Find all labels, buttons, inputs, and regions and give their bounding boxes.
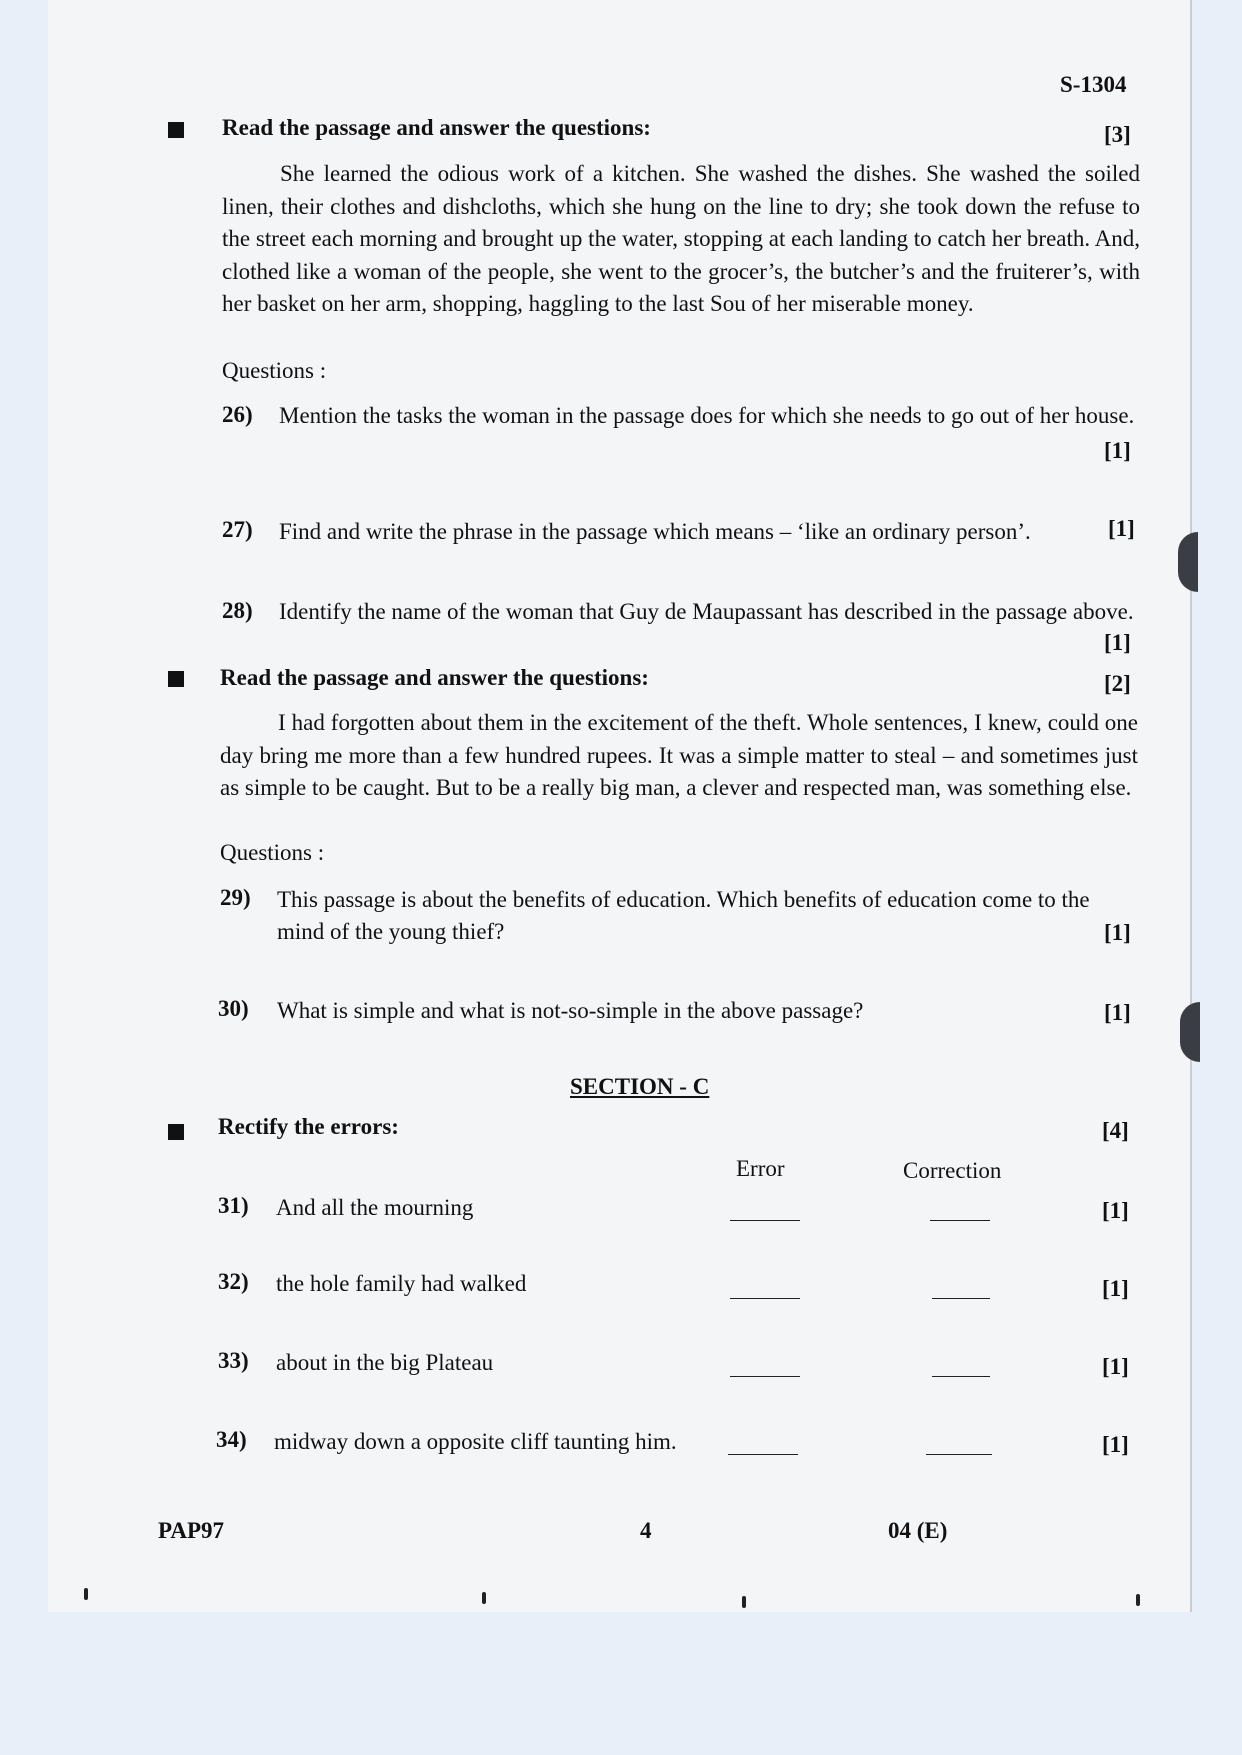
question-marks: [1] [1104, 1000, 1131, 1025]
question-number: 29) [220, 885, 251, 910]
section-c-heading: Rectify the errors: [218, 1114, 399, 1139]
block1-marks: [3] [1104, 122, 1131, 147]
question-number: 27) [222, 517, 253, 542]
block2-heading: Read the passage and answer the questions: [220, 665, 649, 690]
footer-code: PAP97 [158, 1518, 225, 1543]
item-marks: [1] [1102, 1354, 1129, 1379]
correction-blank[interactable] [932, 1298, 990, 1299]
item-number: 32) [218, 1269, 249, 1294]
block1-passage-text: She learned the odious work of a kitchen. She washed the dishes. She washed the soiled linen, their clothes and dishcloths, which she hung on the line to dry; she took down the refuse to the street each morning and brought up the water, stopping at each landing to catch her breath. And, clothed like a woman of the people, she went to the grocer’s, the butcher’s and the fruiterer’s, with her basket on her arm, shopping, haggling to the last Sou of her miserable money. [222, 161, 1140, 317]
item-text: about in the big Plateau [276, 1350, 494, 1375]
question-number: 28) [222, 598, 253, 623]
item-marks: [1] [1102, 1432, 1129, 1457]
punch-hole [1180, 1002, 1200, 1062]
error-blank[interactable] [730, 1376, 800, 1377]
question-marks: [1] [1104, 920, 1131, 945]
item-marks: [1] [1102, 1198, 1129, 1223]
block2-questions-label: Questions : [220, 840, 325, 865]
scan-mark [84, 1588, 88, 1600]
question-text: Identify the name of the woman that Guy de Maupassant has described in the passage above. [279, 599, 1134, 624]
error-blank[interactable] [730, 1220, 800, 1221]
question-marks: [1] [1104, 630, 1131, 655]
correction-blank[interactable] [932, 1376, 990, 1377]
item-marks: [1] [1102, 1276, 1129, 1301]
block2-marks: [2] [1104, 671, 1131, 696]
question-text: What is simple and what is not-so-simple in the above passage? [277, 998, 864, 1023]
scan-mark [1136, 1594, 1140, 1606]
punch-hole [1178, 532, 1198, 592]
correction-blank[interactable] [930, 1220, 990, 1221]
scan-mark [482, 1592, 486, 1604]
bullet-icon [168, 122, 184, 138]
block2-passage-text: I had forgotten about them in the excitement of the theft. Whole sentences, I knew, could one day bring me more than a few hundred rupees. It was a simple matter to steal – and sometimes just as simple to be caught. But to be a really big man, a clever and respected man, was something else. [220, 710, 1138, 801]
item-text: And all the mourning [276, 1195, 474, 1220]
error-blank[interactable] [728, 1454, 798, 1455]
question-text: Mention the tasks the woman in the passage does for which she needs to go out of her house. [279, 403, 1135, 428]
question-text: Find and write the phrase in the passage which means – ‘like an ordinary person’. [279, 519, 1031, 544]
block1-passage [222, 158, 1140, 321]
correction-column-header: Correction [903, 1158, 1002, 1183]
section-title: SECTION - C [570, 1074, 710, 1099]
scan-mark [742, 1596, 746, 1608]
item-text: midway down a opposite cliff taunting him. [274, 1429, 677, 1454]
paper-code: S-1304 [1060, 72, 1127, 97]
bullet-icon [168, 1124, 184, 1140]
error-column-header: Error [736, 1156, 785, 1181]
page-number: 4 [640, 1518, 652, 1543]
item-number: 33) [218, 1348, 249, 1373]
error-blank[interactable] [730, 1298, 800, 1299]
block2-passage [220, 707, 1138, 805]
bullet-icon [168, 671, 184, 687]
item-text: the hole family had walked [276, 1271, 527, 1296]
block1-questions-label: Questions : [222, 358, 327, 383]
question-number: 26) [222, 402, 253, 427]
question-marks: [1] [1104, 438, 1131, 463]
footer-version: 04 (E) [888, 1518, 948, 1543]
question-marks: [1] [1108, 516, 1135, 541]
correction-blank[interactable] [926, 1454, 992, 1455]
section-c-marks: [4] [1102, 1118, 1129, 1143]
item-number: 31) [218, 1193, 249, 1218]
question-text: This passage is about the benefits of education. Which benefits of education come to the mind of the young thief? [277, 887, 1090, 944]
question-number: 30) [218, 996, 249, 1021]
item-number: 34) [216, 1427, 247, 1452]
block1-heading: Read the passage and answer the questions: [222, 115, 651, 140]
